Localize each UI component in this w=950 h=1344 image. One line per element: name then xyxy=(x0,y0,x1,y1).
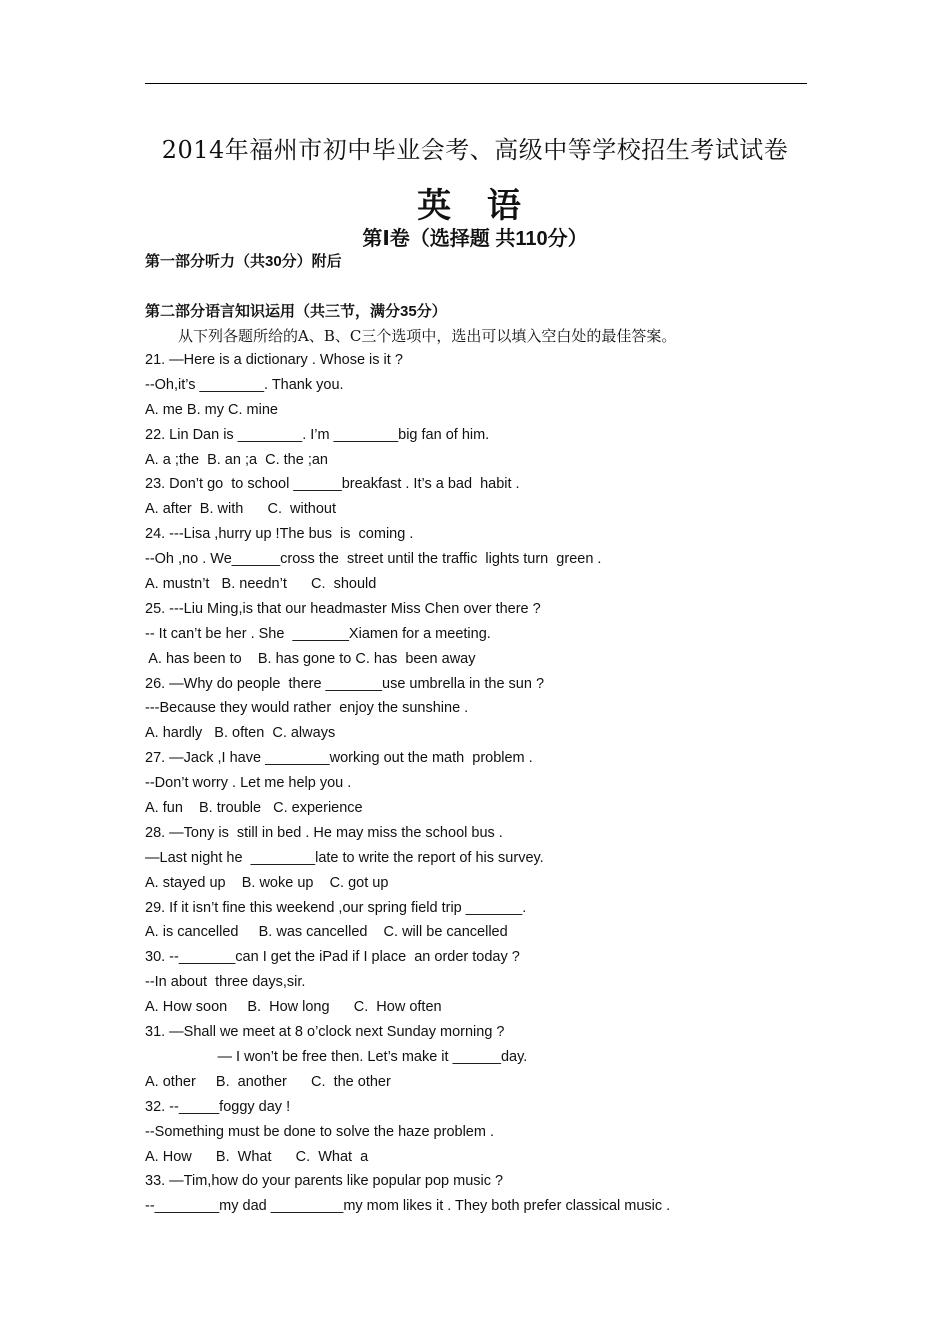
part1-heading: 第一部分听力（共30分）附后 xyxy=(145,253,342,270)
question-line: —Last night he ________late to write the report of his survey. xyxy=(145,849,544,866)
question-line: ---Because they would rather enjoy the sunshine . xyxy=(145,700,469,717)
question-line: A. is cancelled B. was cancelled C. will be cancelled xyxy=(145,924,508,941)
subject-title: 英 语 xyxy=(417,186,533,226)
question-line: — I won’t be free then. Let’s make it ______day. xyxy=(145,1048,528,1065)
question-line: 26. —Why do people there _______use umbrella in the sun ? xyxy=(145,675,545,692)
exam-title: 2014年福州市初中毕业会考、高级中等学校招生考试试卷 xyxy=(161,136,789,164)
part2-instruction: 从下列各题所给的A、B、C三个选项中，选出可以填入空白处的最佳答案。 xyxy=(178,327,677,345)
question-line: A. after B. with C. without xyxy=(145,501,336,518)
question-line: 22. Lin Dan is ________. I’m ________big fan of him. xyxy=(145,426,490,443)
question-line: --In about three days,sir. xyxy=(145,974,306,991)
question-line: -- It can’t be her . She _______Xiamen for a meeting. xyxy=(145,625,491,642)
question-line: A. me B. my C. mine xyxy=(145,401,278,418)
question-line: A. other B. another C. the other xyxy=(145,1073,391,1090)
question-line: 24. ---Lisa ,hurry up !The bus is coming . xyxy=(145,526,414,543)
question-line: 27. —Jack ,I have ________working out the math problem . xyxy=(145,750,533,767)
question-line: A. How B. What C. What a xyxy=(145,1148,369,1165)
question-line: 30. --_______can I get the iPad if I place an order today ? xyxy=(145,949,520,966)
question-line: 25. ---Liu Ming,is that our headmaster Miss Chen over there ? xyxy=(145,600,541,617)
part2-heading: 第二部分语言知识运用（共三节，满分35分） xyxy=(145,303,447,320)
question-line: 33. —Tim,how do your parents like popular pop music ? xyxy=(145,1173,504,1190)
question-list xyxy=(145,348,825,1219)
question-line: --Don’t worry . Let me help you . xyxy=(145,775,352,792)
question-line: A. stayed up B. woke up C. got up xyxy=(145,874,389,891)
question-line: 32. --_____foggy day ! xyxy=(145,1098,291,1115)
question-line: A. a ;the B. an ;a C. the ;an xyxy=(145,451,328,468)
volume-title: 第Ⅰ卷（选择题 共110分） xyxy=(362,228,588,250)
question-line: 21. —Here is a dictionary . Whose is it ? xyxy=(145,352,403,368)
question-line: --________my dad _________my mom likes it . They both prefer classical music . xyxy=(145,1198,671,1215)
question-line: A. hardly B. often C. always xyxy=(145,725,336,742)
header-rule xyxy=(145,83,807,84)
question-line: --Oh ,no . We______cross the street until the traffic lights turn green . xyxy=(145,551,602,568)
question-line: 28. —Tony is still in bed . He may miss the school bus . xyxy=(145,824,503,841)
question-line: A. fun B. trouble C. experience xyxy=(145,800,363,817)
question-line: A. How soon B. How long C. How often xyxy=(145,999,442,1016)
question-line: 31. —Shall we meet at 8 o’clock next Sunday morning ? xyxy=(145,1024,505,1041)
question-line: --Oh,it’s ________. Thank you. xyxy=(145,376,344,393)
question-line: A. has been to B. has gone to C. has been away xyxy=(145,650,476,667)
question-line: 23. Don’t go to school ______breakfast . It’s a bad habit . xyxy=(145,476,520,493)
question-line: 29. If it isn’t fine this weekend ,our spring field trip _______. xyxy=(145,899,527,916)
question-line: A. mustn’t B. needn’t C. should xyxy=(145,576,377,593)
question-line: --Something must be done to solve the haze problem . xyxy=(145,1123,494,1140)
